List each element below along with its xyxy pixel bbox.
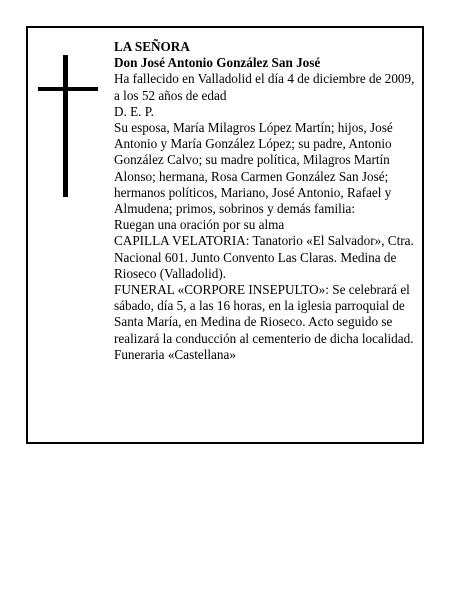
- dep-line: D. E. P.: [114, 103, 154, 119]
- funeral-home: Funeraria «Castellana»: [114, 346, 236, 362]
- family-list: Su esposa, María Milagros López Martín; hijos, José Antonio y María González López; su padre, Antonio González Calvo; su madre política, Milagros Martín Alonso; hermana, Rosa Carmen González San José; hermanos políticos, Mariano, José Antonio, Rafael y Almudena; primos, sobrinos y demás familia:: [114, 120, 393, 217]
- prayer-request: Ruegan una oración por su alma: [114, 217, 285, 233]
- funeral-info: FUNERAL «CORPORE INSEPULTO»: Se celebrará el sábado, día 5, a las 16 horas, en la iglesia parroquial de Santa María, en Medina de Rioseco. Acto seguido se realizará la conducción al cementerio de dicha localidad.: [114, 282, 414, 346]
- cross-icon: [38, 55, 98, 197]
- chapel-info: CAPILLA VELATORIA: Tanatorio «El Salvador», Ctra. Nacional 601. Junto Convento Las Claras. Medina de Rioseco (Valladolid).: [114, 233, 414, 281]
- cross-horizontal-bar: [38, 87, 98, 91]
- notice-heading: LA SEÑORA: [114, 39, 190, 54]
- cross-vertical-bar: [63, 55, 68, 197]
- death-announcement: Ha fallecido en Valladolid el día 4 de diciembre de 2009, a los 52 años de edad: [114, 71, 415, 103]
- deceased-name: Don José Antonio González San José: [114, 55, 321, 71]
- obituary-text: [114, 39, 418, 363]
